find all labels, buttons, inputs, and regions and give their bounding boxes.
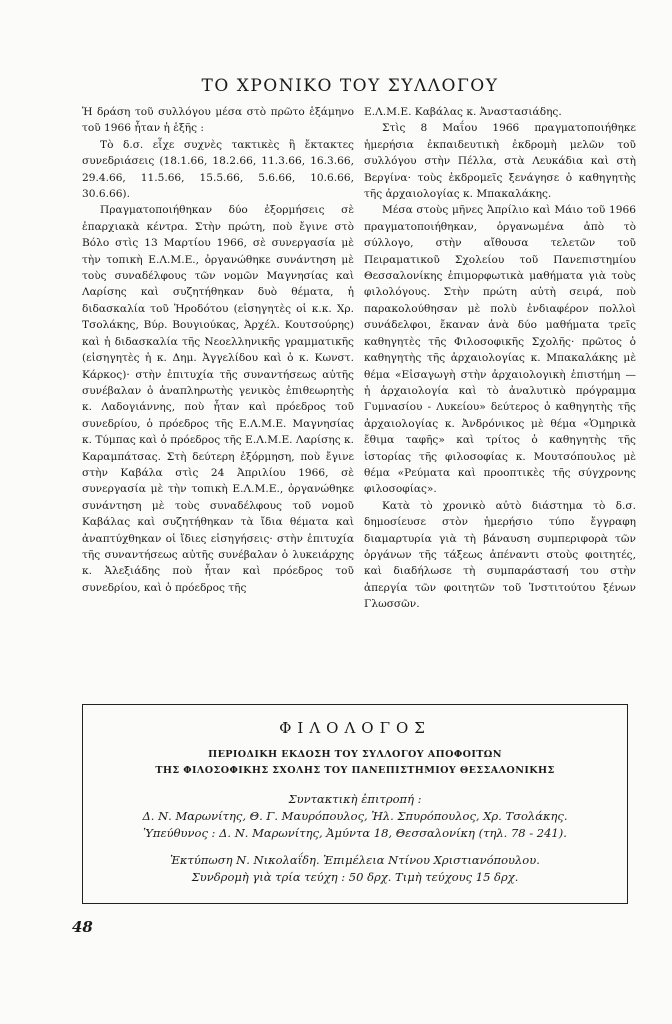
journal-subtitle-line-2: ΤΗΣ ΦΙΛΟΣΟΦΙΚΗΣ ΣΧΟΛΗΣ ΤΟΥ ΠΑΝΕΠΙΣΤΗΜΙΟΥ ΘΕΣΣΑΛΟΝΙΚΗΣ	[155, 765, 555, 776]
printing-credits: Ἐκτύπωση Ν. Νικολαΐδη. Ἐπιμέλεια Ντίνου Χριστιανόπουλου.	[170, 853, 540, 867]
paragraph-lectures: Μέσα στοὺς μῆνες Ἀπρίλιο καὶ Μάιο τοῦ 1966 πραγματοποιήθηκαν, ὀργανωμένα ἀπὸ τὸ σύλλογο, στὴν αἴθουσα τελετῶν τοῦ Πειραματικοῦ Σχολείου τοῦ Πανεπιστημίου Θεσσαλονίκης ἐπιμορφωτικὰ μαθήματα γιὰ τοὺς φιλολόγους. Στὴν πρώτη αὐτὴ σειρά, ποὺ παρακολούθησαν μὲ πολὺ ἐνδιαφέρον πολλοὶ συνάδελφοι, ἔκαναν ἀνὰ δύο μαθήματα τρεῖς καθηγητὲς τῆς Φιλοσοφικῆς Σχολῆς· πρῶτος ὁ καθηγητὴς τῆς ἀρχαιολογίας κ. Μπακαλάκης μὲ θέμα «Εἰσαγωγὴ στὴν ἀρχαιολογικὴ ἐπιστήμη — ἡ ἀρχαιολογία καὶ τὸ ἀναλυτικὸ πρόγραμμα Γυμνασίου - Λυκείου» δεύτερος ὁ καθηγητὴς τῆς ἀρχαιολογίας κ. Ἀνδρόνικος μὲ θέμα «Ὁμηρικὰ ἔθιμα ταφῆς» καὶ τρίτος ὁ καθηγητὴς τῆς ἱστορίας τῆς φιλοσοφίας κ. Μουτσόπουλος μὲ θέμα «Ρεύματα καὶ προοπτικὲς τῆς σύγχρονης φιλοσοφίας».	[364, 204, 636, 496]
right-column	[364, 104, 636, 613]
paragraph-excursion: Στὶς 8 Μαΐου 1966 πραγματοποιήθηκε ἡμερήσια ἐκπαιδευτικὴ ἐκδρομὴ μελῶν τοῦ συλλόγου στὴν Πέλλα, στὰ Λευκάδια καὶ στὴ Βεργίνα· τοὺς ἐκδρομεῖς ξενάγησε ὁ καθηγητὴς τῆς ἀρχαιολογίας κ. Μπακαλάκης.	[364, 122, 636, 201]
paragraph-continuation: Ε.Λ.Μ.Ε. Καβάλας κ. Ἀναστασιάδης.	[364, 106, 562, 118]
paragraph-protest: Κατὰ τὸ χρονικὸ αὐτὸ διάστημα τὸ δ.σ. δημοσίευσε στὸν ἡμερήσιο τύπο ἔγγραφη διαμαρτυρία γιὰ τὴ βάναυση συμπεριφορὰ τῶν ὀργάνων τῆς τάξεως ἀπέναντι στοὺς φοιτητές, καὶ διαδήλωσε τὴ συμπαράστασή του στὴν ἀπεργία τῶν φοιτητῶν τοῦ Ἰνστιτούτου ξένων Γλωσσῶν.	[364, 499, 636, 611]
masthead-box	[82, 704, 628, 904]
left-column	[82, 104, 354, 596]
paragraph-board-meetings: Τὸ δ.σ. εἶχε συχνὲς τακτικὲς ἢ ἔκτακτες συνεδριάσεις (18.1.66, 18.2.66, 11.3.66, 16.3.66, 29.4.66, 11.5.66, 15.5.66, 5.6.66, 10.6.66, 30.6.66).	[82, 138, 354, 201]
journal-title: ΦΙΛΟΛΟΓΟΣ	[279, 719, 431, 737]
editorial-committee-heading: Συντακτικὴ ἐπιτροπή :	[288, 792, 422, 806]
paragraph-intro: Ἡ δράση τοῦ συλλόγου μέσα στὸ πρῶτο ἑξάμηνο τοῦ 1966 ἦταν ἡ ἑξῆς :	[82, 106, 354, 135]
page-number: 48	[72, 918, 93, 936]
editorial-committee-members: Δ. Ν. Μαρωνίτης, Θ. Γ. Μαυρόπουλος, Ἠλ. Σπυρόπουλος, Χρ. Τσολάκης.	[142, 809, 568, 823]
paragraph-outreach-trips: Πραγματοποιήθηκαν δύο ἐξορμήσεις σὲ ἐπαρχιακὰ κέντρα. Στὴν πρώτη, ποὺ ἔγινε στὸ Βόλο στὶς 13 Μαρτίου 1966, σὲ συνεργασία μὲ τὴν τοπικὴ Ε.Λ.Μ.Ε., ὀργανώθηκε συνάντηση μὲ τοὺς συναδέλφους τῶν νομῶν Μαγνησίας καὶ Λαρίσης καὶ συζητήθηκαν δυὸ θέματα, ἡ διδασκαλία τοῦ Ἡροδότου (εἰσηγητὲς οἱ κ.κ. Χρ. Τσολάκης, Βύρ. Βουγιούκας, Ἀρχέλ. Κουτσούρης) καὶ ἡ διδασκαλία τῆς Νεοελληνικῆς γραμματικῆς (εἰσηγητὲς ἡ κ. Δημ. Ἀγγελίδου καὶ ὁ κ. Κωνστ. Κάρκος)· στὴν ἐπιτυχία τῆς συναντήσεως αὐτῆς συνέβαλαν ὁ ἀναπληρωτὴς γενικὸς ἐπιθεωρητὴς κ. Λαδογιάννης, ποὺ ἦταν καὶ πρόεδρος τοῦ συνεδρίου, ὁ πρόεδρος τῆς Ε.Λ.Μ.Ε. Μαγνησίας κ. Τύμπας καὶ ὁ πρόεδρος τῆς Ε.Λ.Μ.Ε. Λαρίσης κ. Καραμπάτσας. Στὴ δεύτερη ἐξόρμηση, ποὺ ἔγινε στὴν Καβάλα στὶς 24 Ἀπριλίου 1966, σὲ συνεργασία μὲ τὴν τοπικὴ Ε.Λ.Μ.Ε., ὀργανώθηκε συνάντηση μὲ τοὺς συναδέλφους τοῦ νομοῦ Καβάλας καὶ συζητήθηκαν τὰ ἴδια θέματα καὶ ἀναπτύχθηκαν οἱ ἴδιες εἰσηγήσεις· στὴν ἐπιτυχία τῆς συναντήσεως αὐτῆς συνέβαλαν ὁ λυκειάρχης κ. Ἀλεξιάδης ποὺ ἦταν καὶ πρόεδρος τοῦ συνεδρίου, καὶ ὁ πρόεδρος τῆς	[82, 204, 354, 594]
running-head: ΤΟ ΧΡΟΝΙΚΟ ΤΟΥ ΣΥΛΛΟΓΟΥ	[201, 76, 499, 96]
responsible-editor: Ὑπεύθυνος : Δ. Ν. Μαρωνίτης, Ἀμύντα 18, Θεσσαλονίκη (τηλ. 78 - 241).	[143, 826, 567, 840]
journal-subtitle-line-1: ΠΕΡΙΟΔΙΚΗ ΕΚΔΟΣΗ ΤΟΥ ΣΥΛΛΟΓΟΥ ΑΠΟΦΟΙΤΩΝ	[208, 749, 502, 760]
subscription-info: Συνδρομὴ γιὰ τρία τεύχη : 50 δρχ. Τιμὴ τεύχους 15 δρχ.	[191, 870, 519, 884]
